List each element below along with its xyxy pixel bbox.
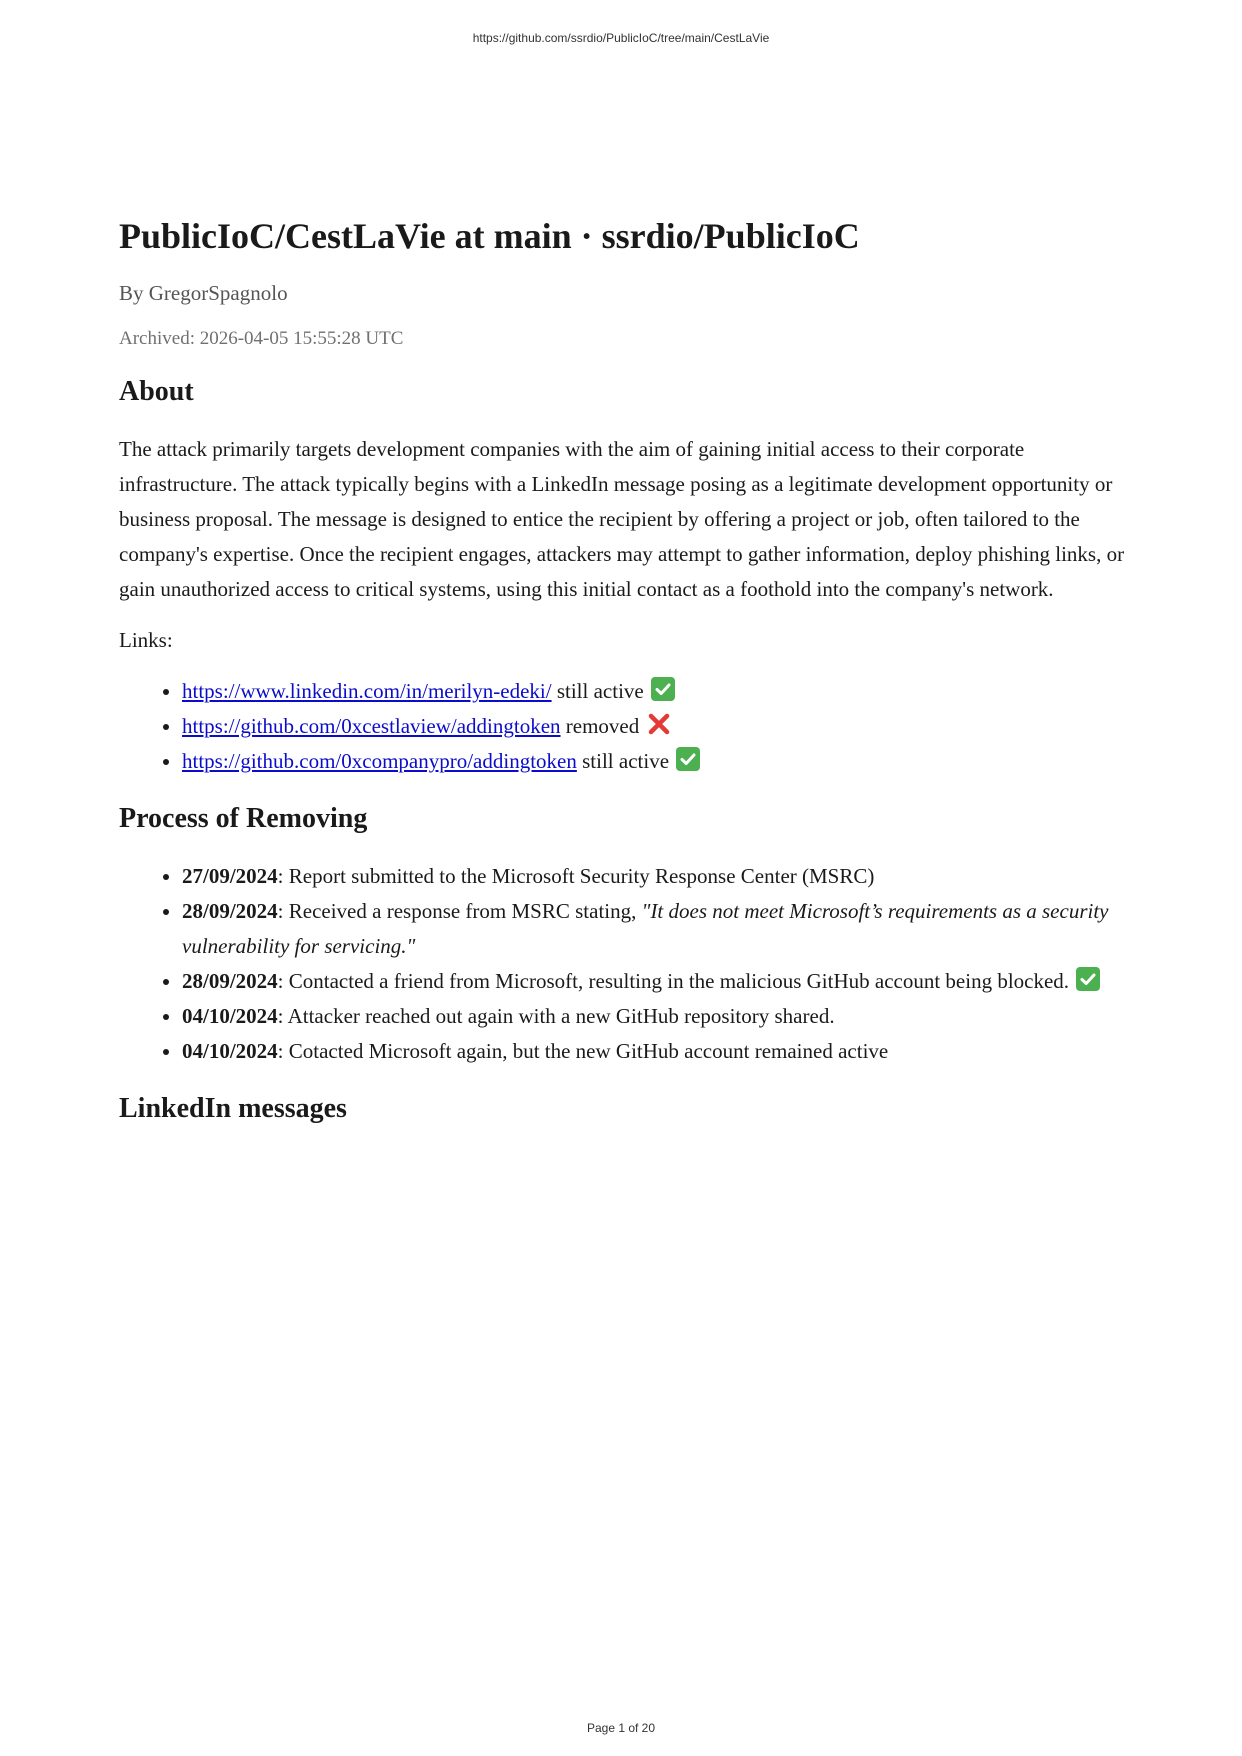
- links-list: [119, 674, 1129, 779]
- author-byline: By GregorSpagnolo: [119, 281, 288, 305]
- process-heading: Process of Removing: [119, 803, 368, 834]
- article-content: [119, 210, 1129, 1129]
- list-item: [182, 894, 1129, 964]
- link-status: still active: [556, 679, 644, 703]
- link-status: still active: [582, 749, 670, 773]
- cross-mark-icon: [647, 712, 671, 736]
- list-item: [182, 1034, 1129, 1069]
- page-url: https://github.com/ssrdio/PublicIoC/tree/main/CestLaVie: [472, 31, 770, 45]
- event-text: : Attacker reached out again with a new GitHub repository shared.: [277, 1004, 835, 1028]
- msrc-quote: "It does not meet Microsoft’s requirements as a security vulnerability for servicing.": [182, 899, 1109, 958]
- link-status: removed: [565, 714, 640, 738]
- about-paragraph: The attack primarily targets development companies with the aim of gaining initial access to their corporate infrastructure. The attack typically begins with a LinkedIn message posing as a legitimate development opportunity or business proposal. The message is designed to entice the recipient by offering a project or job, often tailored to the company's expertise. Once the recipient engages, attackers may attempt to gather information, deploy phishing links, or gain unauthorized access to critical systems, using this initial contact as a foothold into the company's network.: [119, 437, 1125, 601]
- list-item: [182, 859, 1129, 894]
- event-date: 27/09/2024: [182, 864, 278, 888]
- event-text: : Received a response from MSRC stating,: [277, 899, 642, 923]
- linkedin-messages-heading: LinkedIn messages: [119, 1093, 347, 1124]
- list-item: [182, 709, 1129, 744]
- list-item: [182, 999, 1129, 1034]
- event-text: : Contacted a friend from Microsoft, resulting in the malicious GitHub account being blocked.: [277, 969, 1075, 993]
- links-label: Links:: [119, 628, 173, 652]
- github-repo-link[interactable]: https://github.com/0xcestlaview/addingtoken: [182, 714, 561, 738]
- github-repo-link[interactable]: https://github.com/0xcompanypro/addingtoken: [182, 749, 577, 773]
- check-mark-icon: [676, 747, 700, 771]
- event-date: 04/10/2024: [182, 1039, 278, 1063]
- list-item: [182, 744, 1129, 779]
- event-date: 28/09/2024: [182, 899, 278, 923]
- check-mark-icon: [1076, 967, 1100, 991]
- linkedin-profile-link[interactable]: https://www.linkedin.com/in/merilyn-edeki/: [182, 679, 552, 703]
- event-date: 28/09/2024: [182, 969, 278, 993]
- archived-timestamp: Archived: 2026-04-05 15:55:28 UTC: [119, 328, 404, 349]
- event-text: : Cotacted Microsoft again, but the new GitHub account remained active: [277, 1039, 889, 1063]
- event-date: 04/10/2024: [182, 1004, 278, 1028]
- process-list: [119, 859, 1129, 1069]
- page-title: PublicIoC/CestLaVie at main · ssrdio/PublicIoC: [119, 216, 860, 256]
- check-mark-icon: [651, 677, 675, 701]
- list-item: [182, 674, 1129, 709]
- event-text: : Report submitted to the Microsoft Security Response Center (MSRC): [277, 864, 875, 888]
- page-number: Page 1 of 20: [586, 1721, 656, 1735]
- list-item: [182, 964, 1129, 999]
- about-heading: About: [119, 376, 194, 407]
